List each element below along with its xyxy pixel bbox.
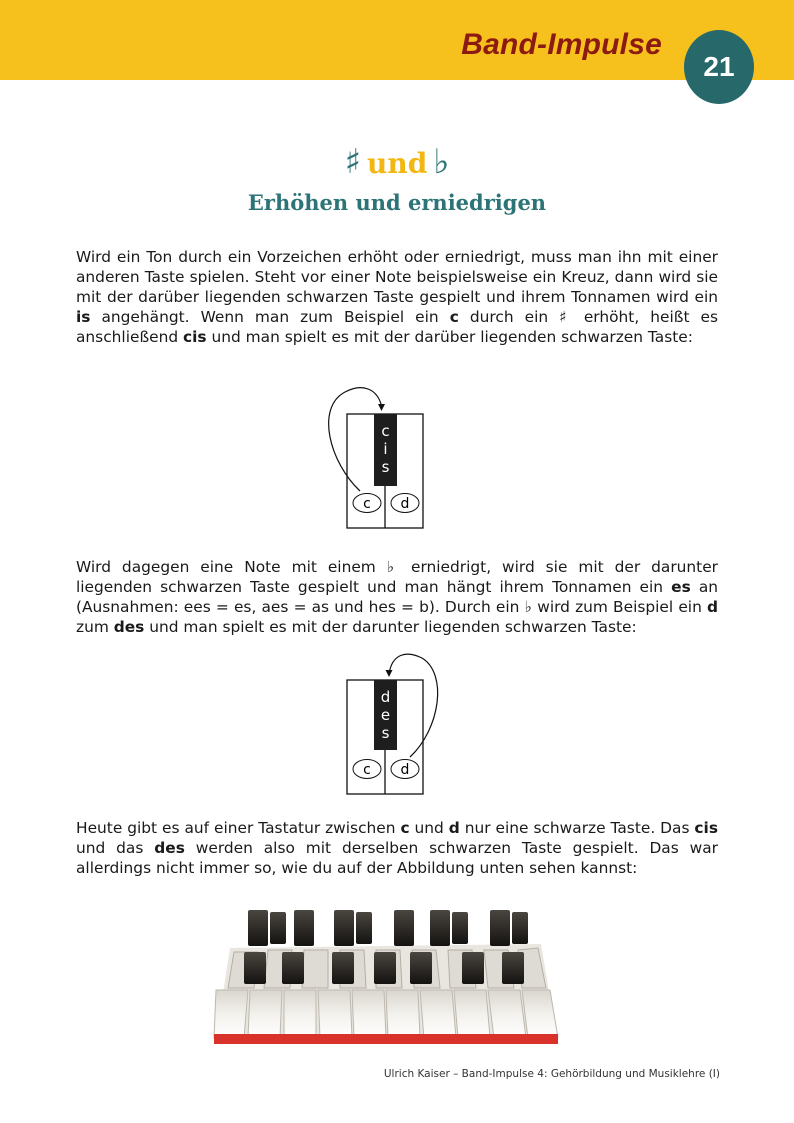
keyboard-diagram-cis (310, 378, 470, 533)
black-key-letter: c (381, 422, 390, 440)
text-run: und man spielt es mit der darunter liegenden schwarzen Taste: (144, 618, 637, 636)
text-run: erniedrigt, wird sie mit der darunter liegenden schwarzen Taste gespielt und man hängt ihrem Tonnamen ein (76, 558, 718, 596)
text-run: erhöht, heißt es anschließend (76, 308, 719, 346)
text-run: Wird dagegen eine Note mit einem (76, 558, 387, 576)
flat-symbol-icon: ♭ (524, 598, 533, 616)
page-subtitle: Erhöhen und erniedrigen (247, 190, 547, 215)
title-connector: und (367, 147, 428, 180)
red-felt-strip (214, 1034, 558, 1044)
black-key-letter: d (380, 688, 391, 706)
black-key-letter: s (381, 458, 390, 476)
text-run: durch ein (458, 308, 560, 326)
bold-term: des (113, 618, 145, 636)
black-key-letter: e (380, 706, 391, 724)
text-run: wird zum Beispiel ein (532, 598, 707, 616)
page-footer: Ulrich Kaiser – Band-Impulse 4: Gehörbildung und Musiklehre (I) (383, 1068, 720, 1080)
text-run: zum (76, 618, 114, 636)
text-run: Heute gibt es auf einer Tastatur zwischen (76, 819, 401, 837)
text-run: werden also mit derselben schwarzen Taste gespielt. Das war allerdings nicht immer so, wie du auf der Abbildung unten sehen kannst: (76, 839, 718, 877)
bold-term: c (400, 819, 410, 837)
bold-term: d (448, 819, 460, 837)
note-c-label: c (363, 762, 371, 778)
paragraph-sharp (76, 247, 718, 347)
note-d-label: d (400, 762, 410, 778)
bold-term: es (671, 578, 691, 596)
text-run: an (Ausnahmen: ees = es, aes = as und hes = b). Durch ein (76, 578, 718, 616)
text-run: Wird ein Ton durch ein Vorzeichen erhöht oder erniedrigt, muss man ihn mit einer anderen Taste spielen. Steht vor einer Note beispielsweise ein Kreuz, dann wird sie mit der darüber liegenden schwarzen Taste gespielt und ihrem Tonnamen wird ein (76, 248, 718, 306)
bold-term: cis (183, 328, 207, 346)
text-run: nur eine schwarze Taste. Das (459, 819, 695, 837)
bold-term: c (449, 308, 459, 326)
note-d-label: d (400, 496, 410, 512)
paragraph-today (76, 818, 718, 878)
text-run: und das (76, 839, 155, 857)
historic-keyboard-photo (208, 908, 561, 1048)
flat-symbol-icon: ♭ (386, 558, 401, 576)
page-number-badge: 21 (684, 30, 754, 104)
series-title: Band-Impulse (461, 28, 662, 61)
bold-term: des (154, 839, 185, 857)
bold-term: cis (694, 819, 718, 837)
flat-symbol-icon: ♭ (433, 142, 450, 182)
arrowhead-icon (386, 670, 393, 677)
sharp-symbol-icon: ♯ (559, 308, 573, 326)
note-c-label: c (363, 496, 371, 512)
page-title (0, 140, 794, 186)
header-band (0, 0, 794, 80)
text-run: angehängt. Wenn man zum Beispiel ein (90, 308, 450, 326)
paragraph-flat (76, 557, 718, 637)
text-run: und man spielt es mit der darüber liegenden schwarzen Taste: (206, 328, 693, 346)
sharp-symbol-icon: ♯ (344, 142, 362, 182)
keyboard-diagram-des (310, 644, 470, 799)
text-run: und (409, 819, 449, 837)
black-key-letter: s (381, 724, 390, 742)
black-key-letter: i (383, 440, 388, 458)
arrowhead-icon (378, 404, 385, 411)
bold-term: d (706, 598, 719, 616)
bold-term: is (76, 308, 91, 326)
